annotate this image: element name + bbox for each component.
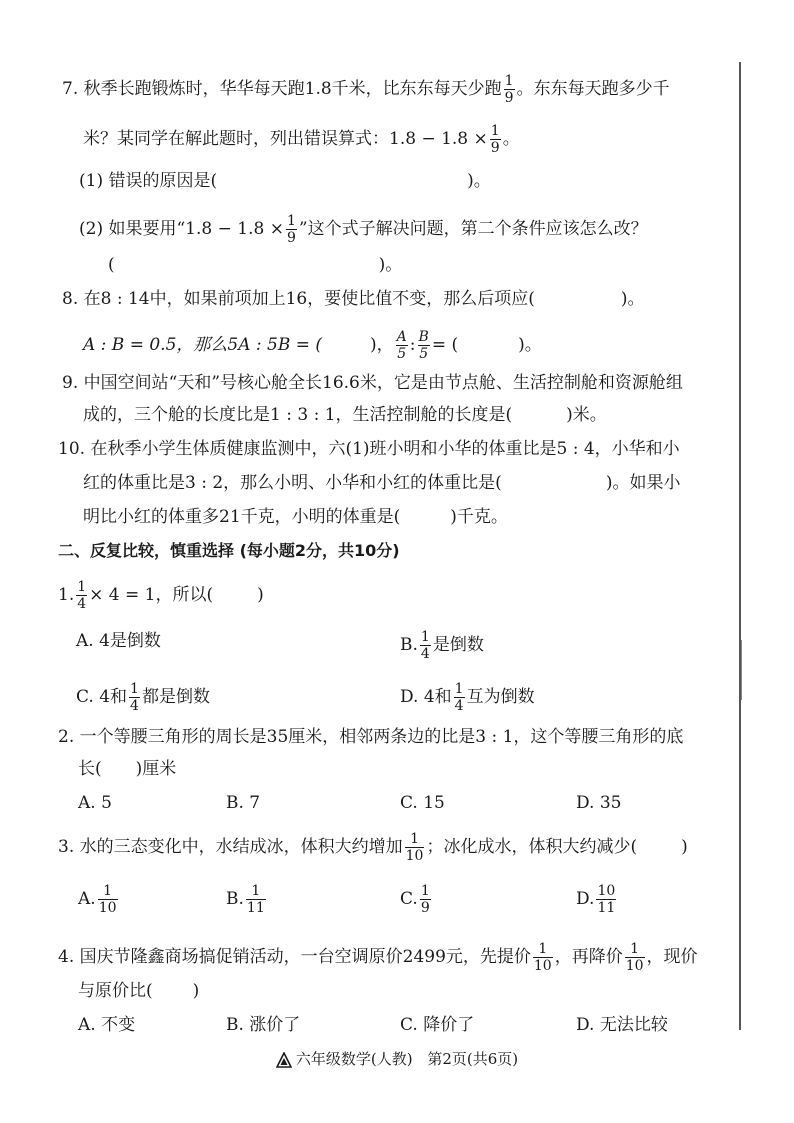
q10-line2: [83, 472, 680, 494]
q7-fraction-3: $\frac{1}{9}$: [286, 213, 296, 246]
q7-sub2-text-b: ”这个式子解决问题，第二个条件应该怎么改？: [298, 219, 648, 239]
q8-text-a: 8. 在8 : 14中，如果前项加上16，要使比值不变，那么后项应(: [62, 289, 535, 309]
q9-line2: [83, 404, 607, 426]
mc4-line1: [58, 942, 698, 973]
mc3-text-a: 3. 水的三态变化中，水结成冰，体积大约增加: [58, 837, 403, 857]
mc2-line1: [58, 726, 683, 748]
section2-title: 二、反复比较，慎重选择: [58, 541, 235, 560]
mc1-option-c-fraction: $\frac{1}{4}$: [130, 681, 139, 714]
mc4-text-b: ，再降价: [554, 947, 623, 967]
margin-rule: [739, 62, 741, 1030]
mc4-text-d: 与原价比(: [78, 981, 153, 1001]
mc4-text-c: ，现价: [646, 947, 698, 967]
mc4-line2: [78, 980, 199, 1002]
q10-text-e: )千克。: [450, 507, 508, 527]
mc4-option-d[interactable]: D. 无法比较: [576, 1015, 668, 1035]
q8-text-c: A : B = 0.5，那么5A : 5B = (: [83, 335, 323, 355]
mc2-text-b: 长(: [78, 759, 102, 779]
mc3-option-d[interactable]: D. $\frac{10}{11}$: [576, 883, 616, 916]
q8-text-d: )，: [370, 335, 394, 355]
mc3-option-c-fraction: $\frac{1}{9}$: [420, 883, 430, 916]
q7-line2: [83, 124, 520, 155]
mc2-line2: [78, 758, 176, 780]
mc3-text-b: ；冰化成水，体积大约减少(: [426, 837, 638, 857]
mc4-option-c[interactable]: C. 降价了: [400, 1015, 475, 1035]
mc4-text-e: ): [192, 981, 200, 1001]
q8-text-b: )。: [620, 289, 645, 309]
q7-text-d: 。: [502, 129, 520, 149]
mc3-option-a[interactable]: A. $\frac{1}{10}$: [78, 883, 117, 916]
q8-fraction-b: $\frac{B}{5}$: [418, 329, 429, 362]
q10-line1: [58, 438, 680, 460]
mc2-option-b[interactable]: B. 7: [226, 793, 261, 813]
mc1-option-d-fraction: $\frac{1}{4}$: [454, 681, 464, 714]
q8-line2: [83, 330, 542, 361]
q7-sub2: [79, 214, 648, 245]
q10-text-d: 明比小红的体重多21千克，小明的体重是(: [83, 507, 401, 527]
mc4-text-a: 4. 国庆节隆鑫商场搞促销活动，一台空调原价2499元，先提价: [58, 947, 531, 967]
q9-line1: [62, 372, 683, 394]
q8-text-e: = (: [431, 335, 459, 355]
q7-text-a: 7. 秋季长跑锻炼时，华华每天跑1.8千米，比东东每天少跑: [62, 79, 502, 99]
mc4-option-b[interactable]: B. 涨价了: [226, 1015, 301, 1035]
footer-page-number: 第2页(共6页): [427, 1050, 519, 1068]
q7-sub2-open: (: [108, 255, 115, 275]
mc2-option-a[interactable]: A. 5: [78, 793, 112, 813]
mc1-option-c[interactable]: C. 4和 $\frac{1}{4}$ 都是倒数: [76, 681, 210, 714]
q9-text-a: 9. 中国空间站“天和”号核心舱全长16.6米，它是由节点舱、生活控制舱和资源舱组: [62, 373, 683, 393]
q7-line1: [62, 74, 670, 105]
q8-text-f: )。: [518, 335, 542, 355]
q10-text-b: 红的体重比是3 : 2，那么小明、小华和小红的体重比是(: [83, 473, 502, 493]
q8-colon: :: [409, 335, 416, 355]
mc3-option-b[interactable]: B. $\frac{1}{11}$: [226, 883, 265, 916]
mc2-option-d[interactable]: D. 35: [576, 793, 622, 813]
mc3-option-c[interactable]: C. $\frac{1}{9}$: [400, 883, 430, 916]
q8-line1: [62, 288, 645, 310]
page-footer: [0, 1048, 794, 1069]
margin-rule-mark: [741, 640, 742, 700]
q7-fraction-1: $\frac{1}{9}$: [504, 73, 514, 106]
q10-text-c: )。如果小: [605, 473, 681, 493]
q7-sub1-text: (1) 错误的原因是(: [79, 171, 218, 191]
mc1-option-d[interactable]: D. 4和 $\frac{1}{4}$ 互为倒数: [400, 681, 535, 714]
mc1-option-b[interactable]: B. $\frac{1}{4}$ 是倒数: [400, 629, 484, 662]
mc3-option-a-fraction: $\frac{1}{10}$: [98, 883, 117, 916]
q10-text-a: 10. 在秋季小学生体质健康监测中，六(1)班小明和小华的体重比是5 : 4，小华和小: [58, 439, 680, 459]
q9-text-c: )米。: [566, 405, 607, 425]
mc3-text-c: ): [681, 837, 688, 857]
mc1-number: 1.: [58, 585, 75, 605]
mc4-fraction-2: $\frac{1}{10}$: [625, 941, 644, 974]
q7-fraction-2: $\frac{1}{9}$: [490, 123, 500, 156]
q7-text-c: 米？某同学在解此题时，列出错误算式：1.8 − 1.8 ×: [83, 129, 488, 149]
footer-subject: 六年级数学(人教): [295, 1050, 413, 1068]
q8-fraction-a: $\frac{A}{5}$: [396, 329, 407, 362]
q7-text-b: 。东东每天跑多少千: [516, 79, 670, 99]
q7-sub2-answer: [108, 254, 402, 276]
mc1-stem: [58, 580, 264, 611]
publisher-logo-icon: [276, 1052, 292, 1068]
mc1-text-a: × 4 = 1，所以(: [89, 585, 214, 605]
mc3-fraction: $\frac{1}{10}$: [405, 831, 424, 864]
mc1-option-b-fraction: $\frac{1}{4}$: [420, 629, 430, 662]
q7-sub1: [79, 170, 491, 192]
q9-text-b: 成的，三个舱的长度比是1 : 3 : 1，生活控制舱的长度是(: [83, 405, 513, 425]
section2-note: (每小题2分，共10分): [239, 541, 400, 560]
section2-heading: [58, 540, 400, 562]
q7-sub1-close: )。: [467, 171, 491, 191]
mc3-option-d-fraction: $\frac{10}{11}$: [597, 883, 616, 916]
mc2-option-c[interactable]: C. 15: [400, 793, 445, 813]
mc1-text-b: ): [257, 585, 264, 605]
mc4-option-a[interactable]: A. 不变: [78, 1015, 136, 1035]
mc1-option-a[interactable]: A. 4是倒数: [76, 631, 161, 651]
q7-sub2-close: )。: [378, 255, 403, 275]
mc3-option-b-fraction: $\frac{1}{11}$: [246, 883, 265, 916]
mc2-text-a: 2. 一个等腰三角形的周长是35厘米，相邻两条边的比是3 : 1，这个等腰三角形的底: [58, 727, 684, 747]
mc2-text-c: )厘米: [135, 759, 177, 779]
mc1-fraction: $\frac{1}{4}$: [77, 579, 87, 612]
mc4-fraction-1: $\frac{1}{10}$: [533, 941, 552, 974]
q10-line3: [83, 506, 508, 528]
mc3-stem: [58, 832, 688, 863]
q7-sub2-text-a: (2) 如果要用“1.8 − 1.8 ×: [79, 219, 284, 239]
